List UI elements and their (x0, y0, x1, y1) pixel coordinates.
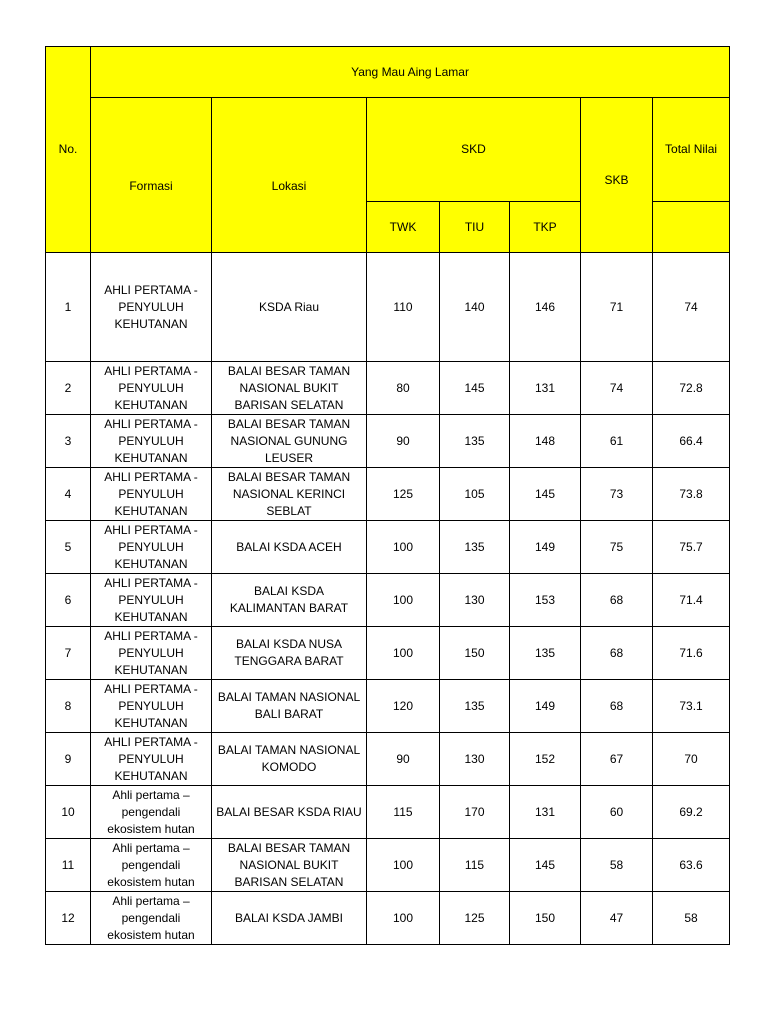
table-row (46, 786, 730, 839)
cell-skb: 68 (581, 627, 653, 680)
header-tiu: TIU (440, 202, 510, 253)
cell-tkp: 135 (510, 627, 581, 680)
cell-skb: 58 (581, 839, 653, 892)
cell-total: 71.6 (653, 627, 730, 680)
cell-formasi: AHLI PERTAMA - PENYULUH KEHUTANAN (91, 680, 212, 733)
cell-skb: 68 (581, 574, 653, 627)
header-skd: SKD (367, 98, 581, 202)
cell-no: 7 (46, 627, 91, 680)
cell-skb: 47 (581, 892, 653, 945)
cell-tiu: 135 (440, 415, 510, 468)
cell-lokasi: BALAI BESAR TAMAN NASIONAL GUNUNG LEUSER (212, 415, 367, 468)
cell-skb: 71 (581, 253, 653, 362)
cell-skb: 61 (581, 415, 653, 468)
cell-tiu: 150 (440, 627, 510, 680)
cell-skb: 73 (581, 468, 653, 521)
cell-twk: 90 (367, 733, 440, 786)
cell-no: 11 (46, 839, 91, 892)
cell-no: 9 (46, 733, 91, 786)
cell-no: 6 (46, 574, 91, 627)
cell-tiu: 125 (440, 892, 510, 945)
header-row-main (46, 98, 730, 202)
cell-twk: 100 (367, 521, 440, 574)
cell-formasi: AHLI PERTAMA - PENYULUH KEHUTANAN (91, 362, 212, 415)
header-formasi: Formasi (91, 98, 212, 253)
cell-total: 58 (653, 892, 730, 945)
cell-lokasi: BALAI KSDA KALIMANTAN BARAT (212, 574, 367, 627)
header-twk: TWK (367, 202, 440, 253)
table-row (46, 839, 730, 892)
cell-formasi: AHLI PERTAMA - PENYULUH KEHUTANAN (91, 253, 212, 362)
cell-total: 63.6 (653, 839, 730, 892)
cell-lokasi: BALAI BESAR TAMAN NASIONAL KERINCI SEBLAT (212, 468, 367, 521)
cell-twk: 90 (367, 415, 440, 468)
cell-tkp: 146 (510, 253, 581, 362)
cell-total: 74 (653, 253, 730, 362)
cell-tkp: 153 (510, 574, 581, 627)
cell-total: 73.1 (653, 680, 730, 733)
header-skb: SKB (581, 98, 653, 253)
table-row (46, 892, 730, 945)
cell-no: 5 (46, 521, 91, 574)
cell-tiu: 145 (440, 362, 510, 415)
cell-twk: 125 (367, 468, 440, 521)
cell-formasi: AHLI PERTAMA - PENYULUH KEHUTANAN (91, 521, 212, 574)
header-lokasi: Lokasi (212, 98, 367, 253)
cell-tkp: 148 (510, 415, 581, 468)
header-row-title (46, 47, 730, 98)
cell-twk: 100 (367, 892, 440, 945)
cell-formasi: AHLI PERTAMA - PENYULUH KEHUTANAN (91, 627, 212, 680)
table-row (46, 521, 730, 574)
cell-no: 2 (46, 362, 91, 415)
cell-twk: 80 (367, 362, 440, 415)
table-row (46, 415, 730, 468)
cell-lokasi: BALAI BESAR TAMAN NASIONAL BUKIT BARISAN SELATAN (212, 839, 367, 892)
cell-lokasi: BALAI KSDA ACEH (212, 521, 367, 574)
cell-total: 72.8 (653, 362, 730, 415)
cell-twk: 100 (367, 574, 440, 627)
table-row (46, 680, 730, 733)
table-row (46, 574, 730, 627)
cell-total: 69.2 (653, 786, 730, 839)
cell-formasi: Ahli pertama – pengendali ekosistem hutan (91, 839, 212, 892)
cell-total: 66.4 (653, 415, 730, 468)
table-row (46, 253, 730, 362)
cell-tiu: 170 (440, 786, 510, 839)
cell-lokasi: BALAI BESAR KSDA RIAU (212, 786, 367, 839)
cell-tiu: 135 (440, 521, 510, 574)
cell-no: 4 (46, 468, 91, 521)
cell-skb: 74 (581, 362, 653, 415)
cell-formasi: AHLI PERTAMA - PENYULUH KEHUTANAN (91, 468, 212, 521)
header-total-nilai: Total Nilai (653, 98, 730, 202)
cell-tkp: 149 (510, 521, 581, 574)
cell-tkp: 131 (510, 362, 581, 415)
cell-tiu: 105 (440, 468, 510, 521)
cell-twk: 115 (367, 786, 440, 839)
table-title: Yang Mau Aing Lamar (91, 47, 730, 98)
header-total-empty (653, 202, 730, 253)
cell-skb: 75 (581, 521, 653, 574)
table-row (46, 733, 730, 786)
cell-formasi: Ahli pertama – pengendali ekosistem hutan (91, 892, 212, 945)
cell-tiu: 130 (440, 733, 510, 786)
cell-formasi: AHLI PERTAMA - PENYULUH KEHUTANAN (91, 415, 212, 468)
cell-tkp: 145 (510, 468, 581, 521)
cell-twk: 110 (367, 253, 440, 362)
cell-lokasi: BALAI KSDA NUSA TENGGARA BARAT (212, 627, 367, 680)
table-row (46, 627, 730, 680)
cell-tiu: 135 (440, 680, 510, 733)
cell-lokasi: BALAI TAMAN NASIONAL KOMODO (212, 733, 367, 786)
cell-twk: 120 (367, 680, 440, 733)
cell-formasi: AHLI PERTAMA - PENYULUH KEHUTANAN (91, 574, 212, 627)
cell-no: 3 (46, 415, 91, 468)
cell-lokasi: BALAI TAMAN NASIONAL BALI BARAT (212, 680, 367, 733)
cell-tkp: 150 (510, 892, 581, 945)
header-no: No. (46, 47, 91, 253)
table-row (46, 468, 730, 521)
cell-tkp: 145 (510, 839, 581, 892)
cell-lokasi: BALAI BESAR TAMAN NASIONAL BUKIT BARISAN SELATAN (212, 362, 367, 415)
cell-formasi: Ahli pertama – pengendali ekosistem hutan (91, 786, 212, 839)
cell-total: 70 (653, 733, 730, 786)
cell-total: 75.7 (653, 521, 730, 574)
cell-tkp: 149 (510, 680, 581, 733)
cell-no: 8 (46, 680, 91, 733)
cell-twk: 100 (367, 627, 440, 680)
cell-tkp: 152 (510, 733, 581, 786)
cell-tiu: 140 (440, 253, 510, 362)
cell-no: 10 (46, 786, 91, 839)
cell-formasi: AHLI PERTAMA - PENYULUH KEHUTANAN (91, 733, 212, 786)
score-table (45, 46, 730, 945)
cell-tiu: 130 (440, 574, 510, 627)
table-row (46, 362, 730, 415)
header-tkp: TKP (510, 202, 581, 253)
cell-twk: 100 (367, 839, 440, 892)
cell-skb: 67 (581, 733, 653, 786)
cell-no: 12 (46, 892, 91, 945)
cell-total: 73.8 (653, 468, 730, 521)
cell-skb: 68 (581, 680, 653, 733)
cell-lokasi: KSDA Riau (212, 253, 367, 362)
cell-tkp: 131 (510, 786, 581, 839)
cell-total: 71.4 (653, 574, 730, 627)
cell-tiu: 115 (440, 839, 510, 892)
cell-no: 1 (46, 253, 91, 362)
cell-lokasi: BALAI KSDA JAMBI (212, 892, 367, 945)
cell-skb: 60 (581, 786, 653, 839)
